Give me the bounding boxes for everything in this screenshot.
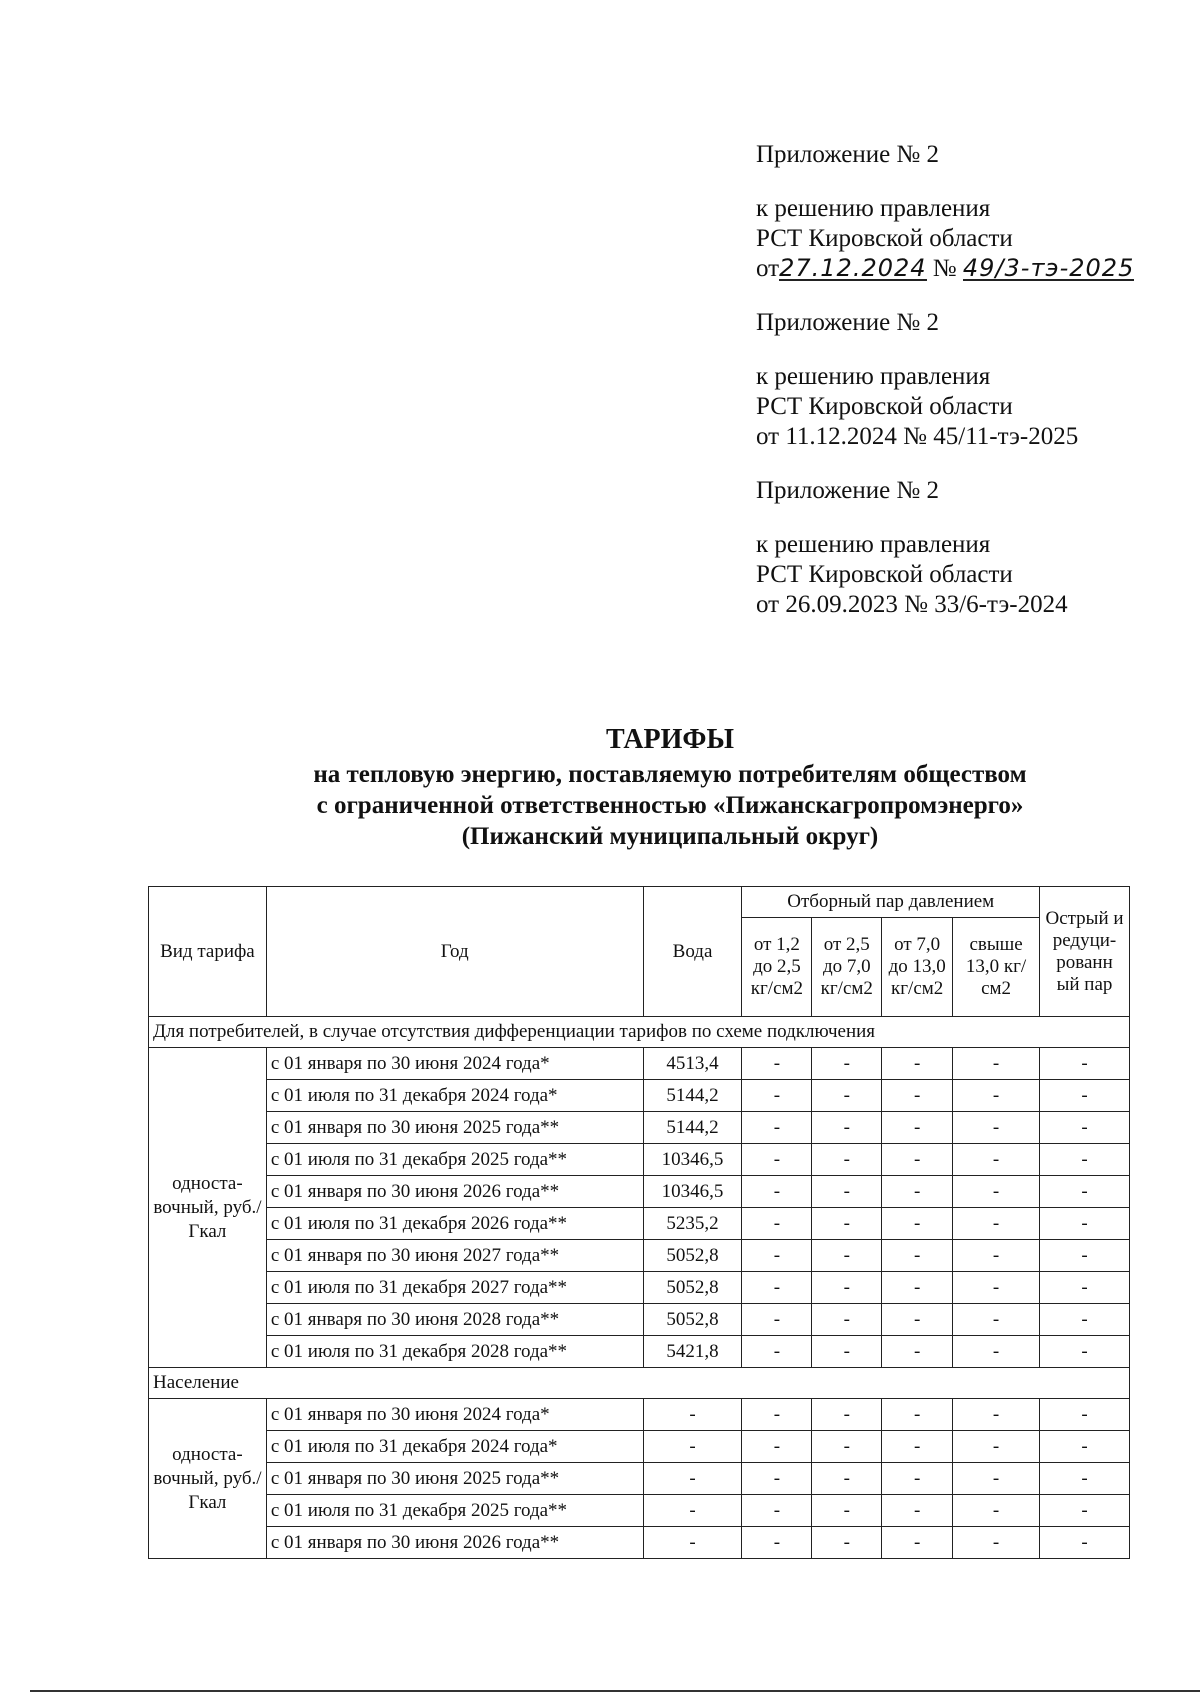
- value-cell-p4: -: [953, 1112, 1040, 1144]
- page-bottom-rule: [30, 1690, 1200, 1692]
- value-cell-p1: -: [742, 1048, 812, 1080]
- value-cell-water: 5052,8: [643, 1240, 742, 1272]
- value-cell-sharp: -: [1040, 1431, 1130, 1463]
- value-cell-p2: -: [812, 1495, 882, 1527]
- header-water: Вода: [643, 887, 742, 1017]
- value-cell-p3: -: [882, 1080, 953, 1112]
- table-row: [149, 1463, 1130, 1495]
- date-prefix: от: [756, 255, 780, 282]
- value-cell-water: -: [643, 1527, 742, 1559]
- value-cell-p4: -: [953, 1399, 1040, 1431]
- value-cell-p3: -: [882, 1399, 953, 1431]
- value-cell-water: -: [643, 1463, 742, 1495]
- appendix-line: от 11.12.2024 № 45/11-тэ-2025: [756, 423, 1079, 450]
- appendix-title: Приложение № 2: [756, 141, 940, 168]
- value-cell-p3: -: [882, 1527, 953, 1559]
- period-cell: с 01 января по 30 июня 2026 года**: [266, 1176, 643, 1208]
- value-cell-p2: -: [812, 1240, 882, 1272]
- value-cell-p4: -: [953, 1304, 1040, 1336]
- value-cell-water: 4513,4: [643, 1048, 742, 1080]
- value-cell-sharp: -: [1040, 1495, 1130, 1527]
- appendix-line: РСТ Кировской области: [756, 561, 1013, 588]
- table-row: [149, 1144, 1130, 1176]
- value-cell-p2: -: [812, 1431, 882, 1463]
- value-cell-water: 5052,8: [643, 1304, 742, 1336]
- header-year: Год: [266, 887, 643, 1017]
- value-cell-p3: -: [882, 1176, 953, 1208]
- value-cell-p3: -: [882, 1112, 953, 1144]
- value-cell-p3: -: [882, 1240, 953, 1272]
- value-cell-water: 10346,5: [643, 1176, 742, 1208]
- period-cell: с 01 июля по 31 декабря 2025 года**: [266, 1495, 643, 1527]
- tariff-table-body: [149, 1017, 1130, 1559]
- table-row: [149, 1399, 1130, 1431]
- header-pressure-1: от 1,2 до 2,5 кг/см2: [742, 918, 812, 1017]
- value-cell-p4: -: [953, 1208, 1040, 1240]
- value-cell-sharp: -: [1040, 1304, 1130, 1336]
- value-cell-sharp: -: [1040, 1080, 1130, 1112]
- value-cell-p1: -: [742, 1431, 812, 1463]
- value-cell-sharp: -: [1040, 1112, 1130, 1144]
- value-cell-p2: -: [812, 1208, 882, 1240]
- value-cell-p4: -: [953, 1080, 1040, 1112]
- table-row: [149, 1272, 1130, 1304]
- period-cell: с 01 января по 30 июня 2024 года*: [266, 1048, 643, 1080]
- value-cell-p2: -: [812, 1463, 882, 1495]
- table-row: [149, 1336, 1130, 1368]
- value-cell-p3: -: [882, 1495, 953, 1527]
- section-title: Для потребителей, в случае отсутствия дифференциации тарифов по схеме подключения: [149, 1017, 1130, 1048]
- heading-line: на тепловую энергию, поставляемую потребителям обществом: [313, 761, 1027, 788]
- header-pressure-2: от 2,5 до 7,0 кг/см2: [812, 918, 882, 1017]
- value-cell-p3: -: [882, 1336, 953, 1368]
- value-cell-p2: -: [812, 1336, 882, 1368]
- table-row: [149, 1080, 1130, 1112]
- value-cell-p1: -: [742, 1399, 812, 1431]
- value-cell-p4: -: [953, 1527, 1040, 1559]
- value-cell-sharp: -: [1040, 1527, 1130, 1559]
- appendix-title: Приложение № 2: [756, 309, 940, 336]
- table-row: [149, 1240, 1130, 1272]
- value-cell-p2: -: [812, 1399, 882, 1431]
- appendix-references: [756, 140, 1176, 644]
- value-cell-p1: -: [742, 1463, 812, 1495]
- section-row: [149, 1017, 1130, 1048]
- period-cell: с 01 января по 30 июня 2028 года**: [266, 1304, 643, 1336]
- value-cell-p4: -: [953, 1495, 1040, 1527]
- value-cell-p3: -: [882, 1144, 953, 1176]
- value-cell-p3: -: [882, 1463, 953, 1495]
- table-row: [149, 1112, 1130, 1144]
- document-heading: [150, 724, 1190, 852]
- table-row: [149, 1304, 1130, 1336]
- value-cell-p4: -: [953, 1144, 1040, 1176]
- period-cell: с 01 января по 30 июня 2025 года**: [266, 1463, 643, 1495]
- period-cell: с 01 января по 30 июня 2024 года*: [266, 1399, 643, 1431]
- header-sharp-steam: Острый и редуци-рованн ый пар: [1040, 887, 1130, 1017]
- appendix-line: от 26.09.2023 № 33/6-тэ-2024: [756, 591, 1068, 618]
- tariff-table: [148, 886, 1130, 1559]
- value-cell-sharp: -: [1040, 1208, 1130, 1240]
- header-tariff-type: Вид тарифа: [149, 887, 267, 1017]
- value-cell-p2: -: [812, 1304, 882, 1336]
- value-cell-p3: -: [882, 1208, 953, 1240]
- period-cell: с 01 января по 30 июня 2026 года**: [266, 1527, 643, 1559]
- heading-line: с ограниченной ответственностью «Пижанскагропромэнерго»: [316, 792, 1024, 819]
- value-cell-p4: -: [953, 1431, 1040, 1463]
- value-cell-p4: -: [953, 1272, 1040, 1304]
- section-title: Население: [149, 1368, 1130, 1399]
- tariff-type-cell: односта-вочный, руб./Гкал: [149, 1399, 267, 1559]
- header-steam-pressure: Отборный пар давлением: [742, 887, 1040, 918]
- table-row: [149, 1527, 1130, 1559]
- value-cell-water: -: [643, 1431, 742, 1463]
- value-cell-water: 5235,2: [643, 1208, 742, 1240]
- value-cell-sharp: -: [1040, 1463, 1130, 1495]
- appendix-line: к решению правления: [756, 195, 991, 222]
- value-cell-sharp: -: [1040, 1048, 1130, 1080]
- table-row: [149, 1208, 1130, 1240]
- period-cell: с 01 июля по 31 декабря 2028 года**: [266, 1336, 643, 1368]
- heading-line: (Пижанский муниципальный округ): [461, 823, 879, 850]
- appendix-line: к решению правления: [756, 363, 991, 390]
- value-cell-water: 5144,2: [643, 1080, 742, 1112]
- header-pressure-3: от 7,0 до 13,0 кг/см2: [882, 918, 953, 1017]
- period-cell: с 01 января по 30 июня 2025 года**: [266, 1112, 643, 1144]
- value-cell-p4: -: [953, 1048, 1040, 1080]
- value-cell-water: 5052,8: [643, 1272, 742, 1304]
- value-cell-p1: -: [742, 1208, 812, 1240]
- table-row: [149, 1176, 1130, 1208]
- value-cell-p3: -: [882, 1304, 953, 1336]
- value-cell-p1: -: [742, 1527, 812, 1559]
- value-cell-p2: -: [812, 1527, 882, 1559]
- value-cell-p4: -: [953, 1463, 1040, 1495]
- value-cell-p2: -: [812, 1272, 882, 1304]
- value-cell-water: 5421,8: [643, 1336, 742, 1368]
- value-cell-sharp: -: [1040, 1176, 1130, 1208]
- header-pressure-4: свыше 13,0 кг/см2: [953, 918, 1040, 1017]
- period-cell: с 01 июля по 31 декабря 2027 года**: [266, 1272, 643, 1304]
- number-prefix: №: [932, 255, 957, 282]
- appendix-date-line: [756, 254, 1176, 284]
- value-cell-p3: -: [882, 1048, 953, 1080]
- value-cell-p1: -: [742, 1495, 812, 1527]
- value-cell-p3: -: [882, 1431, 953, 1463]
- table-row: [149, 1495, 1130, 1527]
- value-cell-p1: -: [742, 1144, 812, 1176]
- value-cell-p1: -: [742, 1112, 812, 1144]
- value-cell-p2: -: [812, 1048, 882, 1080]
- handwritten-date: 27.12.2024: [779, 254, 927, 282]
- value-cell-p2: -: [812, 1080, 882, 1112]
- document-title: ТАРИФЫ: [606, 724, 734, 755]
- value-cell-p1: -: [742, 1176, 812, 1208]
- tariff-type-cell: односта-вочный, руб./Гкал: [149, 1048, 267, 1368]
- value-cell-p2: -: [812, 1144, 882, 1176]
- value-cell-p4: -: [953, 1240, 1040, 1272]
- value-cell-p1: -: [742, 1272, 812, 1304]
- value-cell-p2: -: [812, 1112, 882, 1144]
- period-cell: с 01 июля по 31 декабря 2024 года*: [266, 1431, 643, 1463]
- value-cell-p4: -: [953, 1336, 1040, 1368]
- value-cell-p1: -: [742, 1240, 812, 1272]
- value-cell-sharp: -: [1040, 1144, 1130, 1176]
- value-cell-water: 5144,2: [643, 1112, 742, 1144]
- value-cell-p1: -: [742, 1336, 812, 1368]
- period-cell: с 01 июля по 31 декабря 2025 года**: [266, 1144, 643, 1176]
- value-cell-water: -: [643, 1399, 742, 1431]
- value-cell-sharp: -: [1040, 1240, 1130, 1272]
- value-cell-p3: -: [882, 1272, 953, 1304]
- appendix-block: [756, 476, 1176, 620]
- value-cell-p4: -: [953, 1176, 1040, 1208]
- table-row: [149, 1431, 1130, 1463]
- value-cell-sharp: -: [1040, 1336, 1130, 1368]
- value-cell-p2: -: [812, 1176, 882, 1208]
- appendix-line: к решению правления: [756, 531, 991, 558]
- period-cell: с 01 июля по 31 декабря 2026 года**: [266, 1208, 643, 1240]
- value-cell-sharp: -: [1040, 1399, 1130, 1431]
- appendix-line: РСТ Кировской области: [756, 225, 1013, 252]
- table-row: [149, 1048, 1130, 1080]
- value-cell-water: -: [643, 1495, 742, 1527]
- appendix-block: [756, 140, 1176, 284]
- value-cell-p1: -: [742, 1080, 812, 1112]
- period-cell: с 01 января по 30 июня 2027 года**: [266, 1240, 643, 1272]
- appendix-block: [756, 308, 1176, 452]
- handwritten-number: 49/3-тэ-2025: [962, 254, 1135, 282]
- section-row: [149, 1368, 1130, 1399]
- period-cell: с 01 июля по 31 декабря 2024 года*: [266, 1080, 643, 1112]
- appendix-title: Приложение № 2: [756, 477, 940, 504]
- value-cell-sharp: -: [1040, 1272, 1130, 1304]
- appendix-line: РСТ Кировской области: [756, 393, 1013, 420]
- value-cell-p1: -: [742, 1304, 812, 1336]
- value-cell-water: 10346,5: [643, 1144, 742, 1176]
